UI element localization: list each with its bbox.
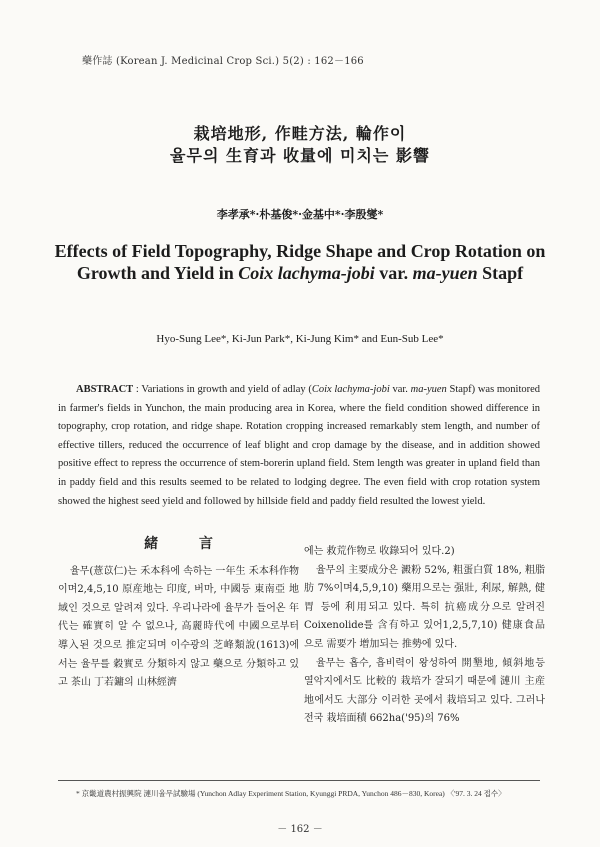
- footnote-divider: [58, 780, 540, 781]
- variety-name: ma-yuen: [412, 263, 478, 283]
- abstract-separator: :: [133, 384, 142, 395]
- english-title-text: Stapf: [477, 263, 524, 283]
- left-column: [58, 535, 299, 693]
- abstract-text: Stapf) was monitored in farmer's fields in Yunchon, the main producing area in Korea, where the field condition showed difference in topography, crop rotation, and ridge shape. Rotation cropping increased remarkably stem length, and number of effective tillers, reduced the occurrence of leaf blight and crop damage by the disease, and in addition showed positive effect to repress the occurrence of stem-borerin upland field. Stem length was greater in upland field than in paddy field and this results seemed to be related to lodging degree. The even field with crop rotation system showed the highest seed yield and followed by hillside field and paddy field resulted the lowest yield.: [58, 384, 541, 507]
- english-title-text: var.: [374, 263, 413, 283]
- intro-paragraph-3: 율무의 主要成分은 澱粉 52%, 粗蛋白質 18%, 粗脂肪 7%이며4,5,9,10) 藥用으로는 强壯, 利尿, 解熱, 健胃 등에 利用되고 있다. 특히 抗癌成分으로 알려진 Coixenolide를 含有하고 있어1,2,5,7,10) 健康食品으로 需要가 增加되는 推勢에 있다.: [304, 564, 545, 650]
- abstract: [58, 381, 540, 511]
- english-title-line-1: Effects of Field Topography, Ridge Shape and Crop Rotation on: [54, 241, 546, 261]
- korean-title-line-2: 율무의 生育과 收量에 미치는 影響: [170, 146, 430, 165]
- journal-citation: 藥作誌 (Korean J. Medicinal Crop Sci.) 5(2) : 162－166: [82, 56, 364, 67]
- korean-authors: 李孝承*·朴基俊*·金基中*·李殷燮*: [216, 208, 384, 221]
- english-title-text: Growth and Yield in: [76, 263, 239, 283]
- species-name: Coix lachyma-jobi: [238, 263, 375, 283]
- right-column: [304, 543, 545, 729]
- section-heading-introduction: 緒 言: [144, 536, 231, 552]
- intro-paragraph-4: 율무는 홉수, 흡비력이 왕성하여 開墾地, 傾斜地등 열악지에서도 比較的 栽培가 잘되기 때문에 漣川 主産地에서도 大部分 이러한 곳에서 栽培되고 있다. 그러나 전국 栽培面積 662ha('95)의 76%: [304, 657, 545, 725]
- abstract-text: var.: [389, 384, 411, 395]
- english-title-line-2: [0, 263, 600, 284]
- abstract-variety: ma-yuen: [410, 384, 447, 395]
- intro-paragraph-1: 율무(薏苡仁)는 禾本科에 속하는 一年生 禾本科作物이며2,4,5,10 原産地는 印度, 버마, 中國등 東南亞 地域인 것으로 알려져 있다. 우리나라에 율무가 들어온 年代는 確實히 알 수 없으나, 高麗時代에 中國으로부터 導入된 것으로 推定되며 이수광의 芝峰類說(1613)에서는 율무를 穀實로 分類하지 않고 藥으로 分類하고 있고 茶山 丁若鏞의 山林經濟: [58, 565, 299, 689]
- abstract-species: Coix lachyma-jobi: [311, 384, 390, 395]
- footnote: * 京畿道農村振興院 漣川율무試驗場 (Yunchon Adlay Experiment Station, Kyunggi PRDA, Yunchon 486－830, Korea) 〈'97. 3. 24 접수〉: [76, 789, 506, 798]
- abstract-label: ABSTRACT: [76, 384, 134, 395]
- korean-title-line-1: 栽培地形, 作畦方法, 輪作이: [193, 124, 407, 143]
- abstract-text: Variations in growth and yield of adlay (: [141, 384, 312, 395]
- intro-paragraph-2: 에는 救荒作物로 收錄되어 있다.2): [304, 546, 455, 557]
- english-authors: Hyo-Sung Lee*, Ki-Jun Park*, Ki-Jung Kim* and Eun-Sub Lee*: [156, 333, 444, 345]
- page-number: － 162 －: [277, 824, 323, 835]
